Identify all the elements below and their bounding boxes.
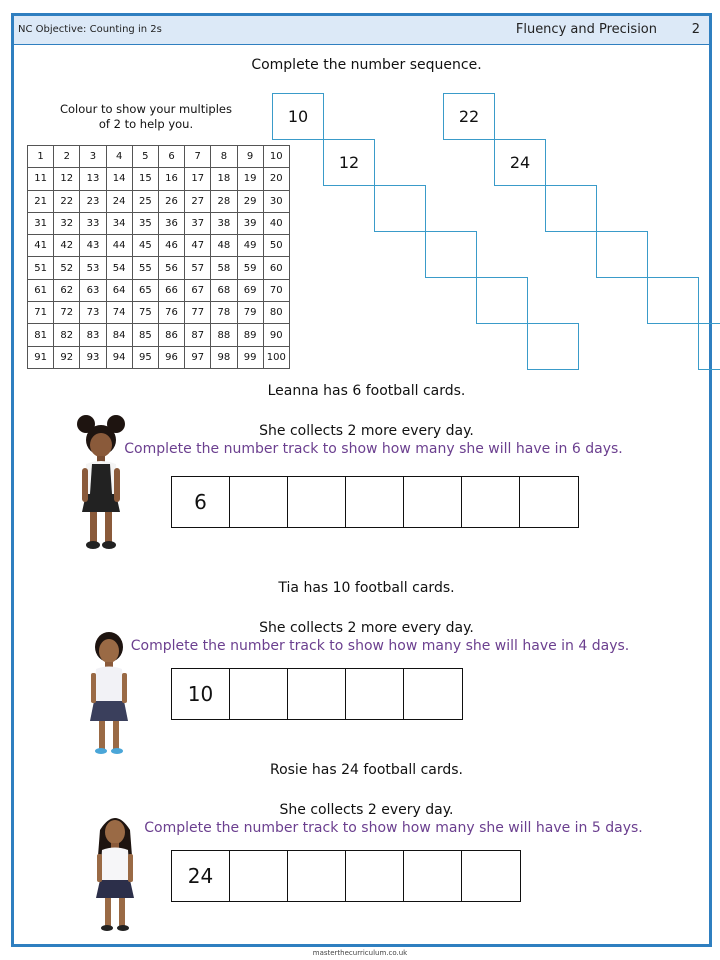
hundred-square-cell[interactable]: 62 xyxy=(54,279,80,301)
problem-2-intro: Tia has 10 football cards. xyxy=(278,580,455,596)
track-cell[interactable] xyxy=(404,669,462,719)
hundred-square-cell[interactable]: 86 xyxy=(158,324,184,346)
leanna-illustration xyxy=(68,412,134,552)
sequence-instruction: Complete the number sequence. xyxy=(251,57,482,73)
hundred-square-cell[interactable]: 75 xyxy=(132,302,158,324)
track-cell[interactable] xyxy=(462,477,520,527)
hundred-square-cell[interactable]: 53 xyxy=(80,257,106,279)
hundred-square-cell[interactable]: 4 xyxy=(106,146,132,168)
hundred-square-cell[interactable]: 51 xyxy=(28,257,54,279)
hundred-square-cell[interactable]: 59 xyxy=(237,257,263,279)
number-track-tia xyxy=(171,668,463,720)
problem-2-task: Complete the number track to show how many she will have in 4 days. xyxy=(130,638,630,654)
hundred-square-cell[interactable]: 78 xyxy=(211,302,237,324)
hundred-square-cell[interactable]: 12 xyxy=(54,168,80,190)
track-cell[interactable] xyxy=(462,851,520,901)
track-cell[interactable] xyxy=(404,477,462,527)
hundred-square-cell[interactable]: 89 xyxy=(237,324,263,346)
rosie-illustration xyxy=(90,808,140,936)
hundred-square-cell[interactable]: 36 xyxy=(158,212,184,234)
hundred-square-cell[interactable]: 10 xyxy=(263,146,289,168)
hundred-square-cell[interactable]: 55 xyxy=(132,257,158,279)
sequence-box[interactable] xyxy=(698,323,720,370)
sequence-box[interactable] xyxy=(545,185,597,232)
hundred-square-cell[interactable]: 22 xyxy=(54,190,80,212)
hundred-square-row xyxy=(28,146,290,168)
hundred-square-cell[interactable]: 40 xyxy=(263,212,289,234)
hundred-square-cell[interactable]: 95 xyxy=(132,346,158,368)
sequence-box[interactable] xyxy=(476,277,528,324)
hundred-square-cell[interactable]: 18 xyxy=(211,168,237,190)
hundred-square-cell[interactable]: 63 xyxy=(80,279,106,301)
sequence-box: 22 xyxy=(443,93,495,140)
hundred-square-cell[interactable]: 94 xyxy=(106,346,132,368)
track-cell[interactable] xyxy=(288,669,346,719)
hundred-square-cell[interactable]: 68 xyxy=(211,279,237,301)
hundred-square-cell[interactable]: 24 xyxy=(106,190,132,212)
hundred-square-cell[interactable]: 69 xyxy=(237,279,263,301)
hundred-square-row xyxy=(28,257,290,279)
hundred-square-cell[interactable]: 37 xyxy=(185,212,211,234)
hundred-square-cell[interactable]: 5 xyxy=(132,146,158,168)
hundred-square-cell[interactable]: 15 xyxy=(132,168,158,190)
page-number: 2 xyxy=(691,22,700,37)
hundred-square-cell[interactable]: 6 xyxy=(158,146,184,168)
hundred-square-cell[interactable]: 64 xyxy=(106,279,132,301)
hundred-square-cell[interactable]: 74 xyxy=(106,302,132,324)
hundred-square-cell[interactable]: 3 xyxy=(80,146,106,168)
sequence-box: 10 xyxy=(272,93,324,140)
hundred-square-cell[interactable]: 20 xyxy=(263,168,289,190)
hundred-square-cell[interactable]: 88 xyxy=(211,324,237,346)
hundred-square-cell[interactable]: 92 xyxy=(54,346,80,368)
track-cell[interactable] xyxy=(520,477,578,527)
hundred-square-cell[interactable]: 93 xyxy=(80,346,106,368)
hundred-square-cell[interactable]: 99 xyxy=(237,346,263,368)
hundred-square-cell[interactable]: 21 xyxy=(28,190,54,212)
hundred-square-cell[interactable]: 41 xyxy=(28,235,54,257)
track-cell[interactable] xyxy=(346,669,404,719)
track-cell: 24 xyxy=(172,851,230,901)
hundred-square-cell[interactable]: 8 xyxy=(211,146,237,168)
problem-3-task: Complete the number track to show how many she will have in 5 days. xyxy=(144,820,643,836)
hundred-square-cell[interactable]: 96 xyxy=(158,346,184,368)
hundred-square-cell[interactable]: 47 xyxy=(185,235,211,257)
number-track-leanna xyxy=(171,476,579,528)
hundred-square-cell[interactable]: 97 xyxy=(185,346,211,368)
hundred-square-cell[interactable]: 57 xyxy=(185,257,211,279)
hundred-square-row xyxy=(28,190,290,212)
hundred-square-cell[interactable]: 90 xyxy=(263,324,289,346)
hundred-square-cell[interactable]: 81 xyxy=(28,324,54,346)
problem-1-collect: She collects 2 more every day. xyxy=(259,423,474,439)
hundred-square-cell[interactable]: 9 xyxy=(237,146,263,168)
hundred-square-row xyxy=(28,212,290,234)
hundred-square-cell[interactable]: 72 xyxy=(54,302,80,324)
hundred-square-cell[interactable]: 54 xyxy=(106,257,132,279)
hundred-square-cell[interactable]: 71 xyxy=(28,302,54,324)
hundred-square-row xyxy=(28,324,290,346)
hundred-square-cell[interactable]: 23 xyxy=(80,190,106,212)
hundred-square-cell[interactable]: 28 xyxy=(211,190,237,212)
sequence-box: 12 xyxy=(323,139,375,186)
hundred-square-cell[interactable]: 17 xyxy=(185,168,211,190)
hundred-square-cell[interactable]: 44 xyxy=(106,235,132,257)
hundred-square-cell[interactable]: 56 xyxy=(158,257,184,279)
problem-1-task: Complete the number track to show how many she will have in 6 days. xyxy=(124,441,623,457)
track-cell[interactable] xyxy=(288,477,346,527)
number-track-rosie xyxy=(171,850,521,902)
hundred-square-row xyxy=(28,279,290,301)
hundred-square-cell[interactable]: 80 xyxy=(263,302,289,324)
hundred-square-cell[interactable]: 34 xyxy=(106,212,132,234)
problem-1-intro: Leanna has 6 football cards. xyxy=(267,383,466,399)
instruction-line: of 2 to help you. xyxy=(98,117,194,131)
hundred-square-cell[interactable]: 25 xyxy=(132,190,158,212)
hundred-square-row xyxy=(28,235,290,257)
problem-3-collect: She collects 2 every day. xyxy=(279,802,454,818)
hundred-square-cell[interactable]: 46 xyxy=(158,235,184,257)
hundred-square-cell[interactable]: 79 xyxy=(237,302,263,324)
hundred-square-cell[interactable]: 13 xyxy=(80,168,106,190)
sequence-box[interactable] xyxy=(374,185,426,232)
hundred-square-cell[interactable]: 2 xyxy=(54,146,80,168)
hundred-square-row xyxy=(28,302,290,324)
footer-url: masterthecurriculum.co.uk xyxy=(312,949,408,957)
hundred-square-cell[interactable]: 11 xyxy=(28,168,54,190)
track-cell[interactable] xyxy=(230,477,288,527)
hundred-square-cell[interactable]: 73 xyxy=(80,302,106,324)
problem-3-intro: Rosie has 24 football cards. xyxy=(269,762,464,778)
hundred-square-cell[interactable]: 32 xyxy=(54,212,80,234)
hundred-square-cell[interactable]: 33 xyxy=(80,212,106,234)
hundred-square-cell[interactable]: 26 xyxy=(158,190,184,212)
hundred-square-cell[interactable]: 50 xyxy=(263,235,289,257)
hundred-square-cell[interactable]: 27 xyxy=(185,190,211,212)
hundred-square-cell[interactable]: 38 xyxy=(211,212,237,234)
sequence-box: 24 xyxy=(494,139,546,186)
hundred-square-cell[interactable]: 77 xyxy=(185,302,211,324)
section-title: Fluency and Precision xyxy=(515,22,657,37)
hundred-square-cell[interactable]: 84 xyxy=(106,324,132,346)
hundred-square-cell[interactable]: 16 xyxy=(158,168,184,190)
hundred-square-cell[interactable]: 19 xyxy=(237,168,263,190)
sequence-box[interactable] xyxy=(596,231,648,278)
header-bar xyxy=(14,16,709,45)
hundred-square-row xyxy=(28,168,290,190)
hundred-square-instruction xyxy=(30,102,262,132)
hundred-square xyxy=(27,145,290,369)
hundred-square-cell[interactable]: 61 xyxy=(28,279,54,301)
hundred-square-cell[interactable]: 29 xyxy=(237,190,263,212)
hundred-square-cell[interactable]: 82 xyxy=(54,324,80,346)
hundred-square-cell[interactable]: 65 xyxy=(132,279,158,301)
sequence-box[interactable] xyxy=(527,323,579,370)
hundred-square-cell[interactable]: 100 xyxy=(263,346,289,368)
hundred-square-cell[interactable]: 30 xyxy=(263,190,289,212)
hundred-square-cell[interactable]: 58 xyxy=(211,257,237,279)
hundred-square-cell[interactable]: 70 xyxy=(263,279,289,301)
nc-objective: NC Objective: Counting in 2s xyxy=(18,24,162,35)
hundred-square-cell[interactable]: 42 xyxy=(54,235,80,257)
hundred-square-cell[interactable]: 91 xyxy=(28,346,54,368)
hundred-square-cell[interactable]: 66 xyxy=(158,279,184,301)
hundred-square-cell[interactable]: 85 xyxy=(132,324,158,346)
hundred-square-cell[interactable]: 48 xyxy=(211,235,237,257)
hundred-square-cell[interactable]: 49 xyxy=(237,235,263,257)
hundred-square-cell[interactable]: 52 xyxy=(54,257,80,279)
hundred-square-cell[interactable]: 67 xyxy=(185,279,211,301)
track-cell[interactable] xyxy=(288,851,346,901)
hundred-square-cell[interactable]: 87 xyxy=(185,324,211,346)
hundred-square-cell[interactable]: 76 xyxy=(158,302,184,324)
track-cell[interactable] xyxy=(404,851,462,901)
track-cell: 10 xyxy=(172,669,230,719)
hundred-square-cell[interactable]: 98 xyxy=(211,346,237,368)
hundred-square-cell[interactable]: 14 xyxy=(106,168,132,190)
hundred-square-cell[interactable]: 7 xyxy=(185,146,211,168)
tia-illustration xyxy=(84,627,134,759)
problem-2-collect: She collects 2 more every day. xyxy=(259,620,474,636)
hundred-square-cell[interactable]: 31 xyxy=(28,212,54,234)
hundred-square-cell[interactable]: 1 xyxy=(28,146,54,168)
hundred-square-cell[interactable]: 43 xyxy=(80,235,106,257)
instruction-line: Colour to show your multiples xyxy=(59,102,232,116)
track-cell[interactable] xyxy=(346,851,404,901)
sequence-box[interactable] xyxy=(425,231,477,278)
hundred-square-cell[interactable]: 35 xyxy=(132,212,158,234)
hundred-square-cell[interactable]: 45 xyxy=(132,235,158,257)
track-cell: 6 xyxy=(172,477,230,527)
track-cell[interactable] xyxy=(346,477,404,527)
hundred-square-row xyxy=(28,346,290,368)
hundred-square-cell[interactable]: 39 xyxy=(237,212,263,234)
sequence-box[interactable] xyxy=(647,277,699,324)
track-cell[interactable] xyxy=(230,669,288,719)
hundred-square-cell[interactable]: 83 xyxy=(80,324,106,346)
hundred-square-cell[interactable]: 60 xyxy=(263,257,289,279)
track-cell[interactable] xyxy=(230,851,288,901)
